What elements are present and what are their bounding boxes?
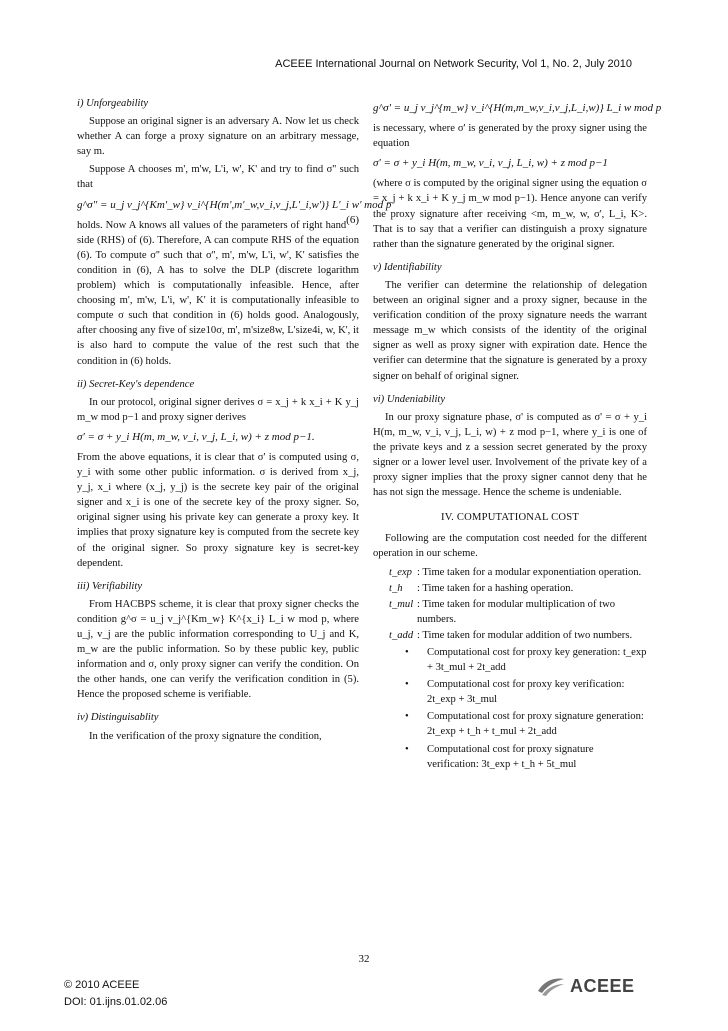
symbol-description: : Time taken for modular multiplication of two numbers.: [417, 598, 616, 625]
equation-proxy-signature: σ' = σ + y_i H(m, m_w, v_i, v_j, L_i, w) + z mod p−1: [373, 157, 608, 170]
equation-number: (6): [346, 213, 359, 226]
cost-item: [405, 677, 647, 707]
page-number: 32: [358, 953, 370, 965]
cost-item: [405, 645, 647, 675]
section-heading: IV. COMPUTATIONAL COST: [440, 512, 580, 524]
doi: DOI: 01.ijns.01.02.06: [64, 996, 168, 1008]
paragraph: is necessary, where σ' is generated by the proxy signer using the equation: [373, 123, 647, 150]
paragraph: From the above equations, it is clear that σ' is computed using σ, y_i with some other public information. σ is derived from x_j, y_j, x_i where (x_j, y_j) is the secrete key pair of the original signer and x_i is one of the secrete key of the proxy signer. So, original signer using his private key can generate a proxy key. It implies that proxy signature key is computed from the secrete key of the original signer. So proxy signature key is secret-key dependent.: [77, 451, 359, 569]
paragraph: In our protocol, original signer derives σ = x_j + k x_i + K y_j m_w mod p−1 and proxy signer derives: [77, 396, 359, 423]
paragraph: In our proxy signature phase, σ' is computed as σ' = σ + y_i H(m, m_w, v_i, v_j, L_i, w) + z mod p−1, where y_i is one of the private keys and z a session secret generated by the proxy signer or a lower level user. Involvement of the private key of a proxy signer implies that the proxy signer cannot deny that he has not sign the message. Hence the scheme is undeniable.: [373, 411, 647, 499]
left-column: [77, 96, 392, 747]
symbol: t_h: [389, 582, 403, 594]
equation-text: g^σ'' = u_j v_j^{Km'_w} v_i^{H(m',m'_w,v_i,v_j,L'_i,w')} L'_i w' mod p: [77, 198, 392, 211]
symbol-description: : Time taken for a hashing operation.: [417, 582, 574, 594]
bullet-icon: •: [405, 679, 409, 691]
paragraph: Suppose an original signer is an adversary A. Now let us check whether A can forge a proxy signature on an arbitrary message, say m.: [77, 116, 359, 158]
equation-6: [77, 198, 392, 226]
cost-text: Computational cost for proxy signature verification: 3t_exp + t_h + 5t_mul: [427, 743, 594, 770]
paragraph: The verifier can determine the relationship of delegation between an original signer and a proxy signer, because in the verification condition of the proxy signature needs the warrant message m_w which consists of the identity of the original signer as well as proxy signer with expiration date. Hence the verifier can determine that the signature is generated by a proxy signer on behalf of original signer.: [373, 279, 647, 382]
equation-verification: g^σ' = u_j v_j^{m_w} v_i^{H(m,m_w,v_i,v_j,L_i,w)} L_i w mod p: [373, 102, 662, 114]
heading-identifiability: v) Identifiability: [373, 261, 442, 273]
cost-item: [405, 742, 647, 772]
logo-swoosh-icon: [536, 975, 566, 997]
heading-distinguishability: iv) Distinguisablity: [77, 712, 159, 724]
cost-text: Computational cost for proxy key generation: t_exp + 3t_mul + 2t_add: [427, 647, 647, 674]
symbol: t_add: [389, 629, 414, 641]
symbol: t_exp: [389, 566, 412, 578]
paragraph: Suppose A chooses m', m'w, L'i, w', K' and try to find σ'' such that: [77, 164, 359, 191]
symbol-definition: [389, 597, 647, 627]
paragraph: In the verification of the proxy signature the condition,: [89, 730, 322, 742]
heading-unforgeability: i) Unforgeability: [77, 98, 149, 109]
logo-text: ACEEE: [570, 975, 635, 996]
symbol: t_mul: [389, 598, 414, 610]
aceee-logo: [536, 975, 635, 997]
paragraph: holds. Now A knows all values of the parameters of right hand side (RHS) of (6). Therefore, A can compute RHS of the equation (6). To compute σ'' such that σ'', m', m'w, L'i, w', K' satisfies the condition in (6), A has to solve the DLP (discrete logarithm problem) which is computationally infeasible. Hence, after choosing m', m'w, L'i, w', K' it is computationally infeasible to compute σ such that condition in (6) holds good. Analogously, after choosing any five of size10σ, m', m'size8w, L'size4i, w, K', it is also hard to compute the value of the rest such that the condition in (6) holds.: [77, 219, 359, 367]
symbol-description: : Time taken for a modular exponentiation operation.: [417, 566, 642, 578]
cost-item: [405, 709, 647, 739]
heading-verifiability: iii) Verifiability: [77, 580, 143, 592]
copyright: © 2010 ACEEE: [64, 979, 140, 991]
heading-undeniability: vi) Undeniability: [373, 393, 446, 405]
paragraph: From HACBPS scheme, it is clear that proxy signer checks the condition g^σ = u_j v_j^{Km_w} K^{x_i} L_i w mod p, where u_j, v_j are the public information corresponding to U_j and K, m_w are the public information. So by these public key, public information and σ, only proxy signer can verify the condition. On the other hands, one can verify the verification condition in (5). Hence the proposed scheme is verifiable.: [77, 598, 359, 701]
cost-text: Computational cost for proxy signature generation: 2t_exp + t_h + t_mul + 2t_add: [427, 711, 644, 738]
bullet-icon: •: [405, 743, 409, 755]
cost-text: Computational cost for proxy key verification: 2t_exp + 3t_mul: [427, 679, 625, 706]
symbol-definition: [389, 581, 647, 596]
paragraph: Following are the computation cost needed for the different operation in our scheme.: [373, 533, 647, 560]
symbol-description: : Time taken for modular addition of two numbers.: [417, 629, 633, 641]
running-header: ACEEE International Journal on Network Security, Vol 1, No. 2, July 2010: [275, 58, 632, 70]
symbol-definition: [389, 565, 647, 580]
footer: [64, 977, 167, 1011]
paragraph: (where σ is computed by the original signer using the equation σ = x_j + k x_i + K y_j m_w mod p−1). Hence anyone can verify the proxy signature after receiving <m, m_w, w, σ', L_i, K>. That is to say that a verifier can distinguish a proxy signature rather than the signature generated by the original signer.: [373, 178, 647, 250]
heading-secret-key-dependence: ii) Secret-Key's dependence: [77, 378, 195, 390]
right-column: [373, 96, 662, 774]
bullet-icon: •: [405, 711, 409, 723]
bullet-icon: •: [405, 647, 409, 658]
equation-proxy-key: σ' = σ + y_i H(m, m_w, v_i, v_j, L_i, w) + z mod p−1.: [77, 430, 315, 443]
symbol-definition: [389, 628, 647, 643]
